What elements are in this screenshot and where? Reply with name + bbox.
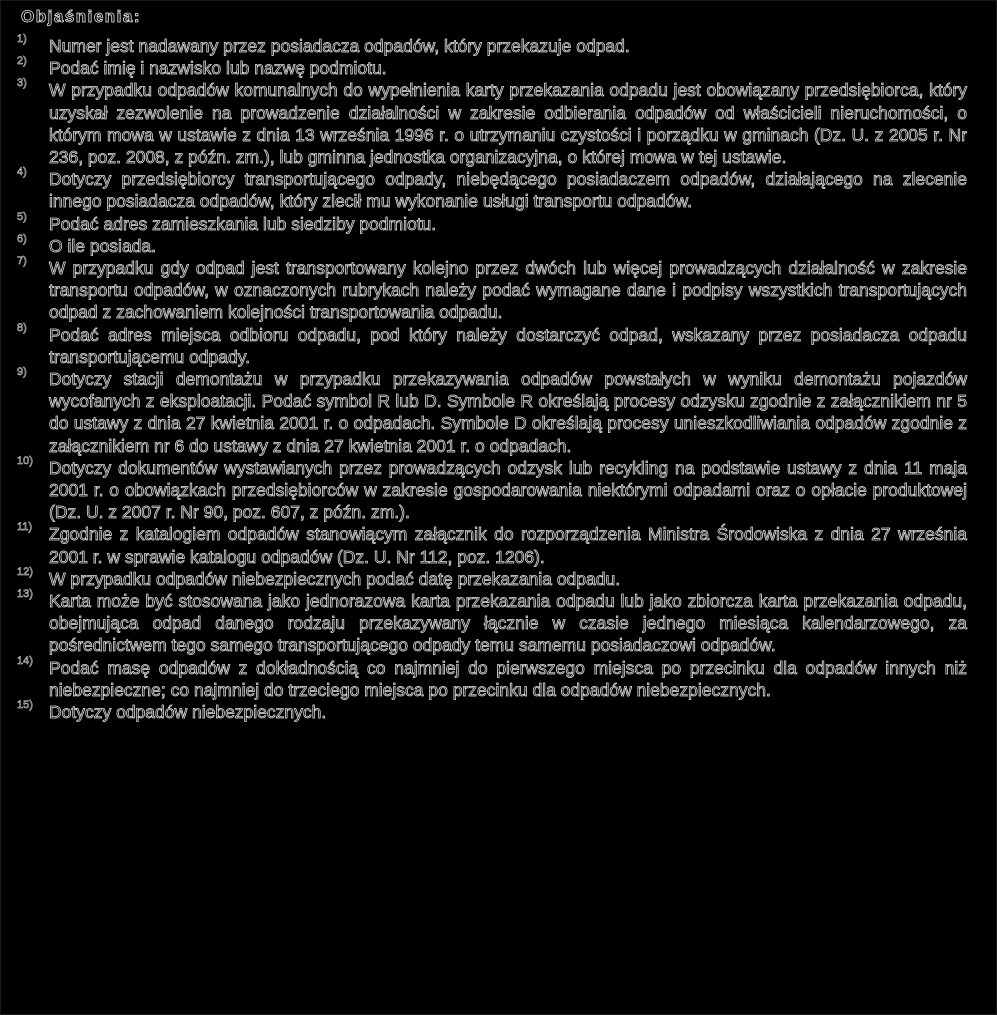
footnote-text: Podać masę odpadów z dokładnością co najmniej do pierwszego miejsca po przecinku dla odpadów innych niż niebezpieczne; co najmniej do trzeciego miejsca po przecinku dla odpadów niebezpiecznych.: [49, 657, 967, 700]
footnote-marker: 1): [17, 33, 27, 45]
footnote-marker: 7): [17, 255, 27, 268]
footnote-marker: 14): [17, 654, 33, 667]
footnote-item: [17, 168, 967, 212]
footnote-text: Numer jest nadawany przez posiadacza odpadów, który przekazuje odpad.: [49, 36, 630, 56]
footnote-text: Dotyczy stacji demontażu w przypadku przekazywania odpadów powstałych w wyniku demontażu pojazdów wycofanych z eksploatacji. Podać symbol R lub D. Symbole R określają procesy odzysku zgodnie z załącznikiem nr 5 do ustawy z dnia 27 kwietnia 2001 r. o odpadach. Symbole D określają procesy unieszkodliwiania odpadów zgodnie z załącznikiem nr 6 do ustawy z dnia 27 kwietnia 2001 r. o odpadach.: [49, 369, 967, 456]
footnote-marker: 11): [17, 521, 33, 534]
footnote-item: [17, 590, 967, 657]
footnote-text: Dotyczy dokumentów wystawianych przez prowadzących odzysk lub recykling na podstawie ustawy z dnia 11 maja 2001 r. o obowiązkach przedsiębiorców w zakresie gospodarowania niektórymi odpadami oraz o opłacie produktowej (Dz. U. z 2007 r. Nr 90, poz. 607, z późn. zm.).: [49, 457, 967, 523]
footnote-marker: 9): [17, 366, 27, 379]
footnote-text: Podać adres miejsca odbioru odpadu, pod który należy dostarczyć odpad, wskazany przez posiadacza odpadu transportującemu odpady.: [49, 324, 967, 367]
footnote-marker: 13): [17, 588, 33, 601]
footnote-marker: 4): [17, 166, 27, 179]
footnote-marker: 15): [17, 699, 33, 712]
footnote-marker: 8): [17, 321, 27, 334]
footnote-marker: 12): [17, 565, 33, 578]
footnote-item: [17, 701, 967, 723]
footnote-marker: 10): [17, 454, 33, 467]
footnote-text: Dotyczy przedsiębiorcy transportującego odpady, niebędącego posiadaczem odpadów, działającego na zlecenie innego posiadacza odpadów, który zlecił mu wykonanie usługi transportu odpadów.: [49, 169, 967, 212]
footnote-marker: 6): [17, 232, 27, 245]
footnote-text: Karta może być stosowana jako jednorazowa karta przekazania odpadu lub jako zbiorcza karta przekazania odpadu, obejmująca odpad danego rodzaju przekazywany łącznie w czasie jednego miesiąca kalendarzowego, za pośrednictwem tego samego transportującego odpady temu samemu posiadaczowi odpadów.: [49, 591, 967, 656]
footnote-marker: 5): [17, 210, 27, 223]
footnote-marker: 2): [17, 55, 27, 68]
footnote-item: [17, 523, 967, 567]
footnote-item: [17, 79, 967, 168]
footnote-item: [17, 654, 967, 701]
footnote-item: [17, 565, 967, 590]
footnote-text: W przypadku odpadów komunalnych do wypełnienia karty przekazania odpadu jest obowiązany przedsiębiorca, który uzyskał zezwolenie na prowadzenie działalności w zakresie odbierania odpadów od właścicieli nieruchomości, o którym mowa w ustawie z dnia 13 września 1996 r. o utrzymaniu czystości i porządku w gminach (Dz. U. z 2005 r. Nr 236, poz. 2008, z późn. zm.), lub gminna jednostka organizacyjna, o której mowa w tej ustawie.: [49, 80, 967, 168]
footnote-text: Podać imię i nazwisko lub nazwę podmiotu.: [49, 58, 387, 79]
footnote-item: [17, 57, 967, 79]
footnote-item: [17, 368, 967, 457]
footnote-text: O ile posiada.: [49, 235, 157, 256]
footnote-item: [17, 321, 967, 368]
footnote-text: Dotyczy odpadów niebezpiecznych.: [49, 702, 327, 723]
footnote-item: [17, 454, 967, 524]
footnote-item: [17, 232, 967, 257]
footnote-item: [17, 35, 967, 57]
footnote-item: [17, 210, 967, 235]
footnote-text: Zgodnie z katalogiem odpadów stanowiącym załącznik do rozporządzenia Ministra Środowiska z dnia 27 września 2001 r. w sprawie katalogu odpadów (Dz. U. Nr 112, poz. 1206).: [49, 524, 967, 567]
footnote-text: W przypadku odpadów niebezpiecznych podać datę przekazania odpadu.: [49, 568, 621, 589]
footnote-item: [17, 257, 967, 324]
footnote-text: Podać adres zamieszkania lub siedziby podmiotu.: [49, 213, 437, 234]
explanations-heading: Objaśnienia:: [21, 7, 142, 26]
footnote-marker: 3): [17, 77, 27, 90]
footnote-text: W przypadku gdy odpad jest transportowany kolejno przez dwóch lub więcej prowadzących działalność w zakresie transportu odpadów, w oznaczonych rubrykach należy podać wymagane dane i podpisy wszystkich transportujących odpad z zachowaniem kolejności transportowania odpadu.: [49, 258, 967, 323]
footnotes-list: [17, 35, 967, 723]
